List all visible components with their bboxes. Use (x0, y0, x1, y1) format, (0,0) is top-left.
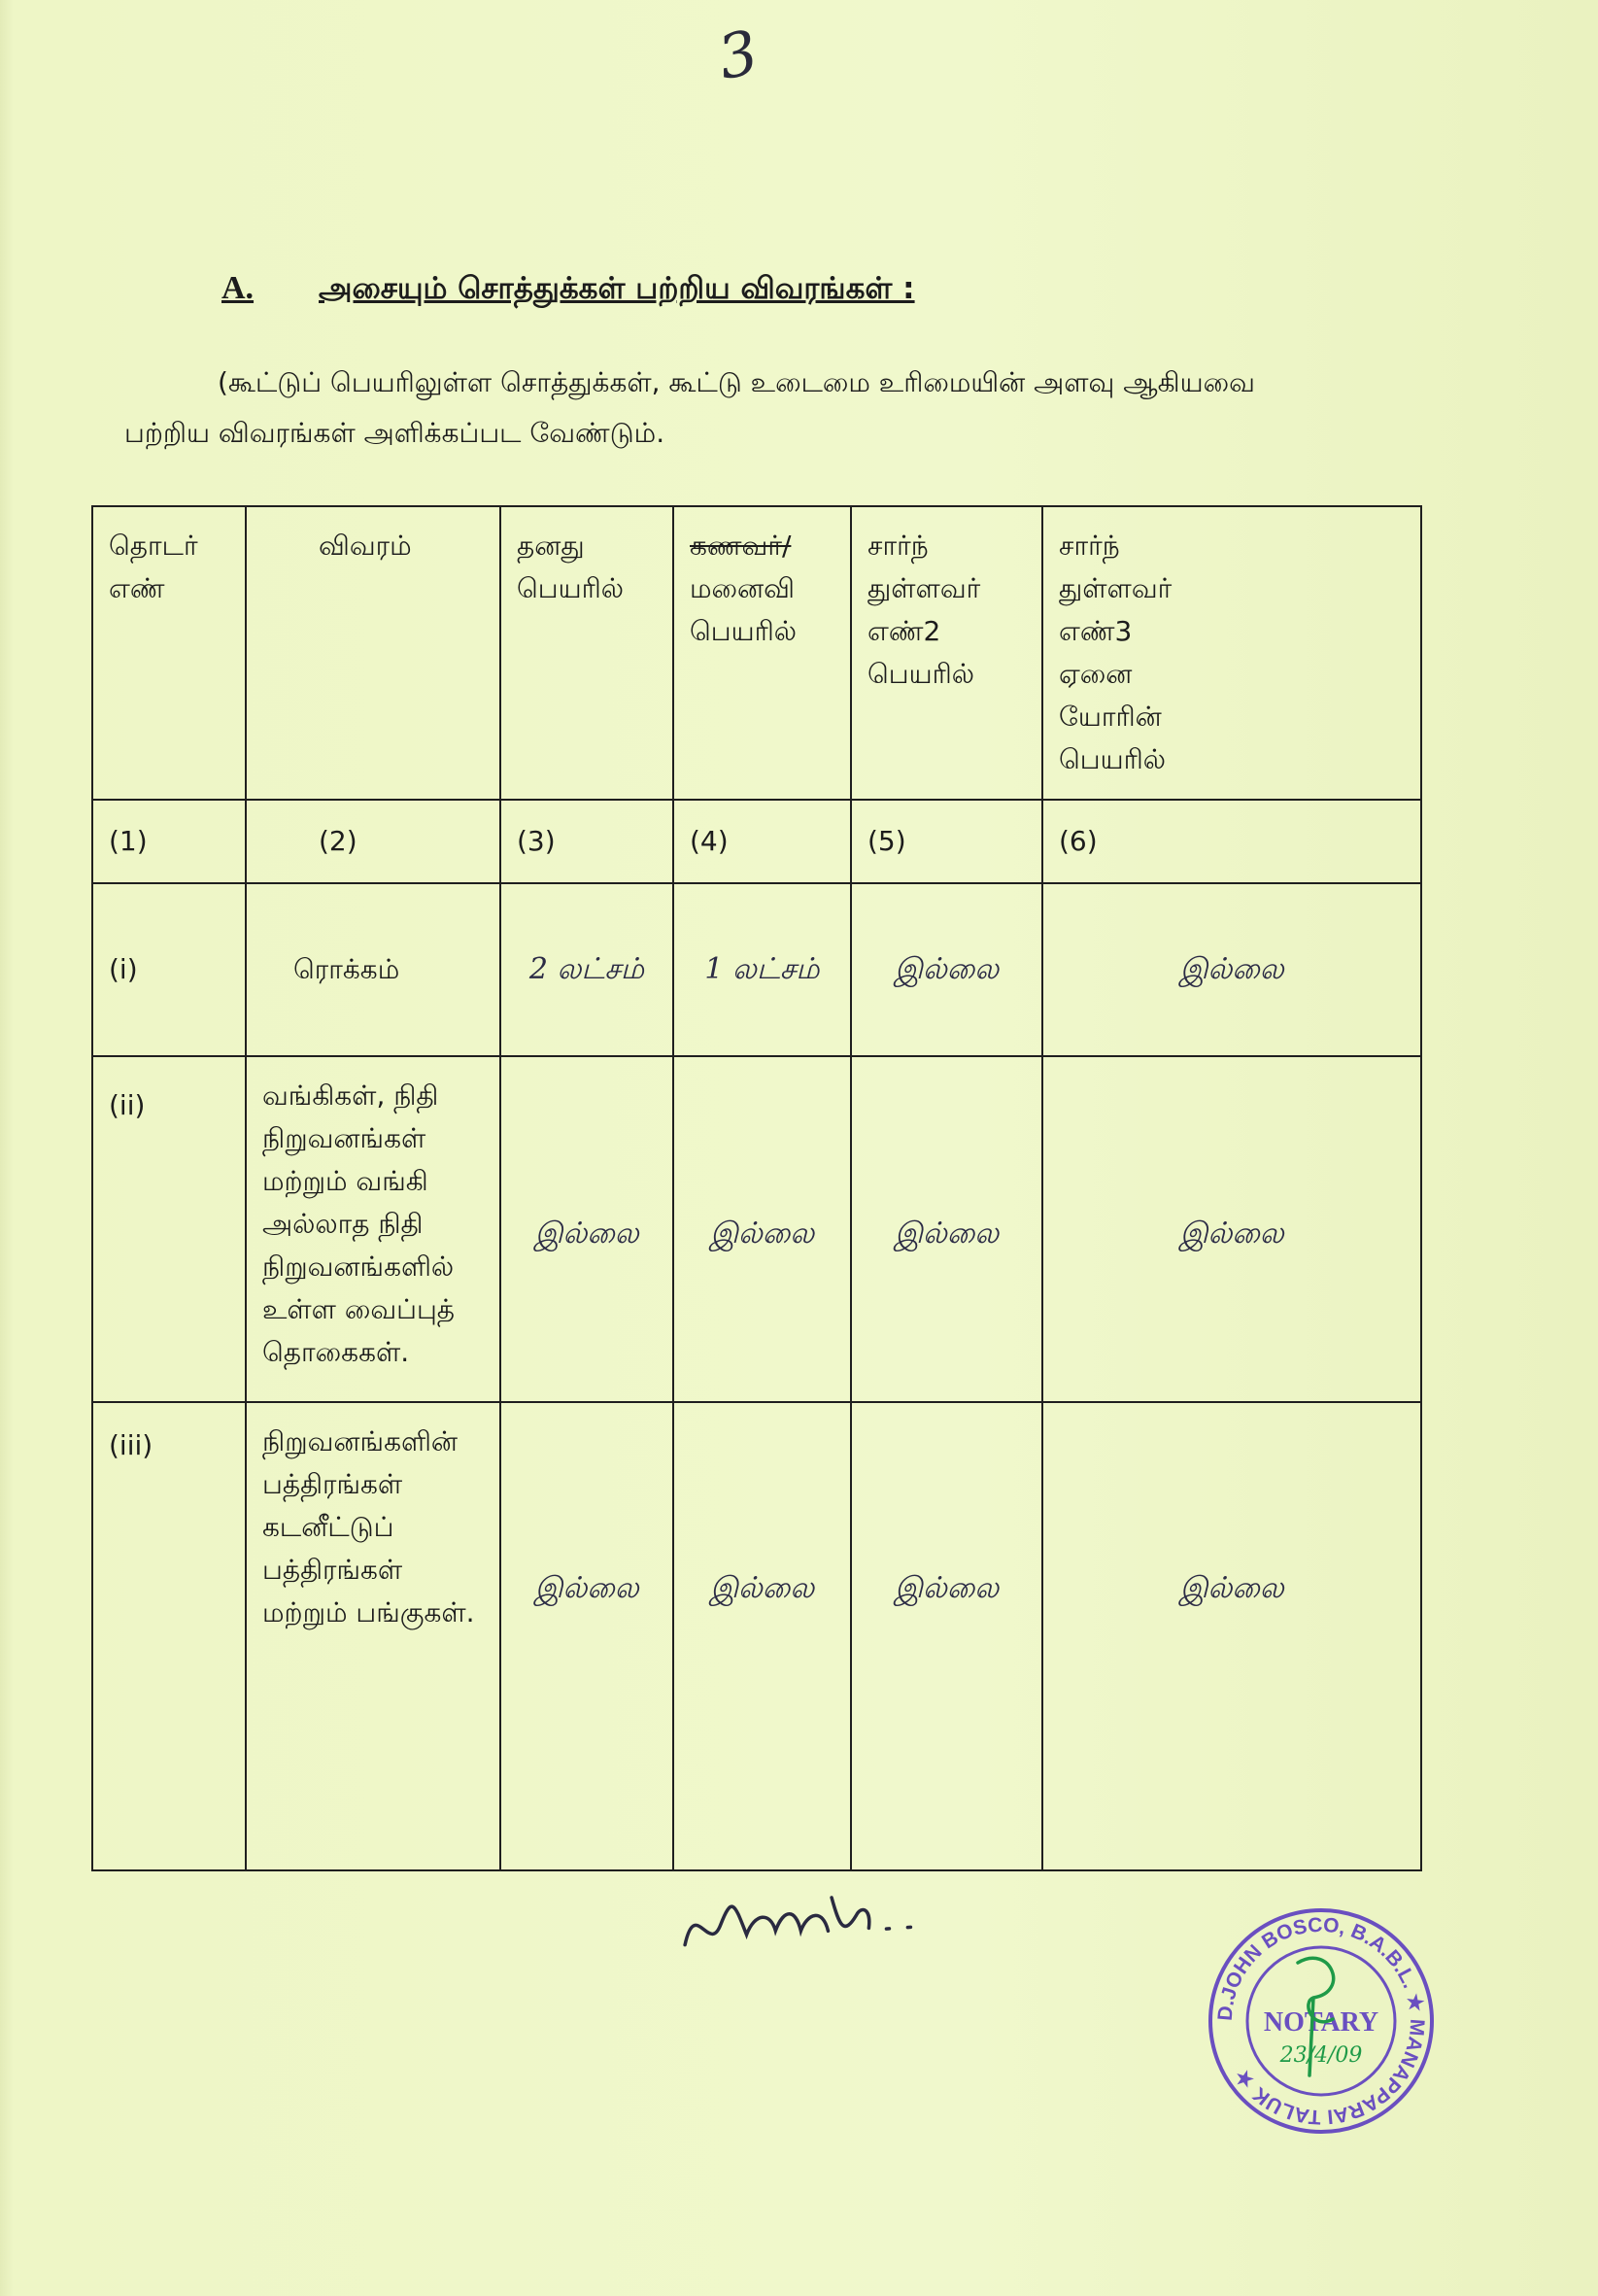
handwritten-entry: இல்லை (851, 1402, 1042, 1870)
handwritten-entry: இல்லை (851, 1056, 1042, 1402)
column-number: (2) (246, 800, 500, 883)
intro-paragraph (124, 358, 1377, 459)
column-number: (5) (851, 800, 1042, 883)
handwritten-entry: இல்லை (1042, 1402, 1421, 1870)
section-letter: A. (221, 270, 255, 306)
handwritten-entry: இல்லை (1042, 1056, 1421, 1402)
intro-line-2: பற்றிய விவரங்கள் அளிக்கப்பட வேண்டும். (124, 417, 665, 449)
column-number: (3) (500, 800, 673, 883)
handwritten-entry: இல்லை (500, 1056, 673, 1402)
header-serial: தொடர் எண் (92, 506, 246, 800)
intro-line-1: (கூட்டுப் பெயரிலுள்ள சொத்துக்கள், கூட்டு உடைமை உரிமையின் அளவு ஆகியவை (218, 366, 1255, 398)
handwritten-entry: இல்லை (851, 883, 1042, 1056)
section-title: அசையும் சொத்துக்கள் பற்றிய விவரங்கள் : (319, 271, 915, 306)
column-number: (6) (1042, 800, 1421, 883)
handwritten-entry: இல்லை (673, 1402, 851, 1870)
handwritten-entry: இல்லை (500, 1402, 673, 1870)
signature (675, 1871, 934, 1979)
notary-seal (1205, 1904, 1438, 2138)
row-serial: (iii) (92, 1402, 246, 1870)
handwritten-entry: இல்லை (1042, 883, 1421, 1056)
handwritten-entry: 1 லட்சம் (673, 883, 851, 1056)
header-description: விவரம் (246, 506, 500, 800)
seal-notary-label: NOTARY (1263, 2007, 1379, 2038)
seal-date: 23/4/09 (1279, 2043, 1363, 2068)
table-header-row (92, 506, 1421, 800)
movable-assets-table (91, 505, 1422, 1871)
header-dependent-2: சார்ந் துள்ளவர் எண்2 பெயரில் (851, 506, 1042, 800)
page-number: 3 (711, 16, 765, 94)
header-self: தனது பெயரில் (500, 506, 673, 800)
seal-outer-text: D.JOHN BOSCO, B.A.B.L. ★ MANAPPARAI TALUK ★ (1213, 1913, 1429, 2129)
row-description: ரொக்கம் (246, 883, 500, 1056)
table-row (92, 1056, 1421, 1402)
handwritten-entry: இல்லை (673, 1056, 851, 1402)
column-number: (1) (92, 800, 246, 883)
handwritten-entry: 2 லட்சம் (500, 883, 673, 1056)
column-number: (4) (673, 800, 851, 883)
header-dependent-3: சார்ந் துள்ளவர் எண்3 ஏனை யோரின் பெயரில் (1042, 506, 1421, 800)
table-row (92, 1402, 1421, 1870)
struck-text: கணவர்/ (690, 530, 792, 562)
signature-scribble (675, 1871, 933, 1967)
row-description: வங்கிகள், நிதி நிறுவனங்கள் மற்றும் வங்கி அல்லாத நிதி நிறுவனங்களில் உள்ள வைப்புத் தொகைகள். (246, 1056, 500, 1402)
column-number-row (92, 800, 1421, 883)
row-description: நிறுவனங்களின் பத்திரங்கள் கடனீட்டுப் பத்திரங்கள் மற்றும் பங்குகள். (246, 1402, 500, 1870)
row-serial: (ii) (92, 1056, 246, 1402)
section-heading (221, 270, 915, 310)
table-row (92, 883, 1421, 1056)
header-spouse: கணவர்/ மனைவி பெயரில் (673, 506, 851, 800)
row-serial: (i) (92, 883, 246, 1056)
